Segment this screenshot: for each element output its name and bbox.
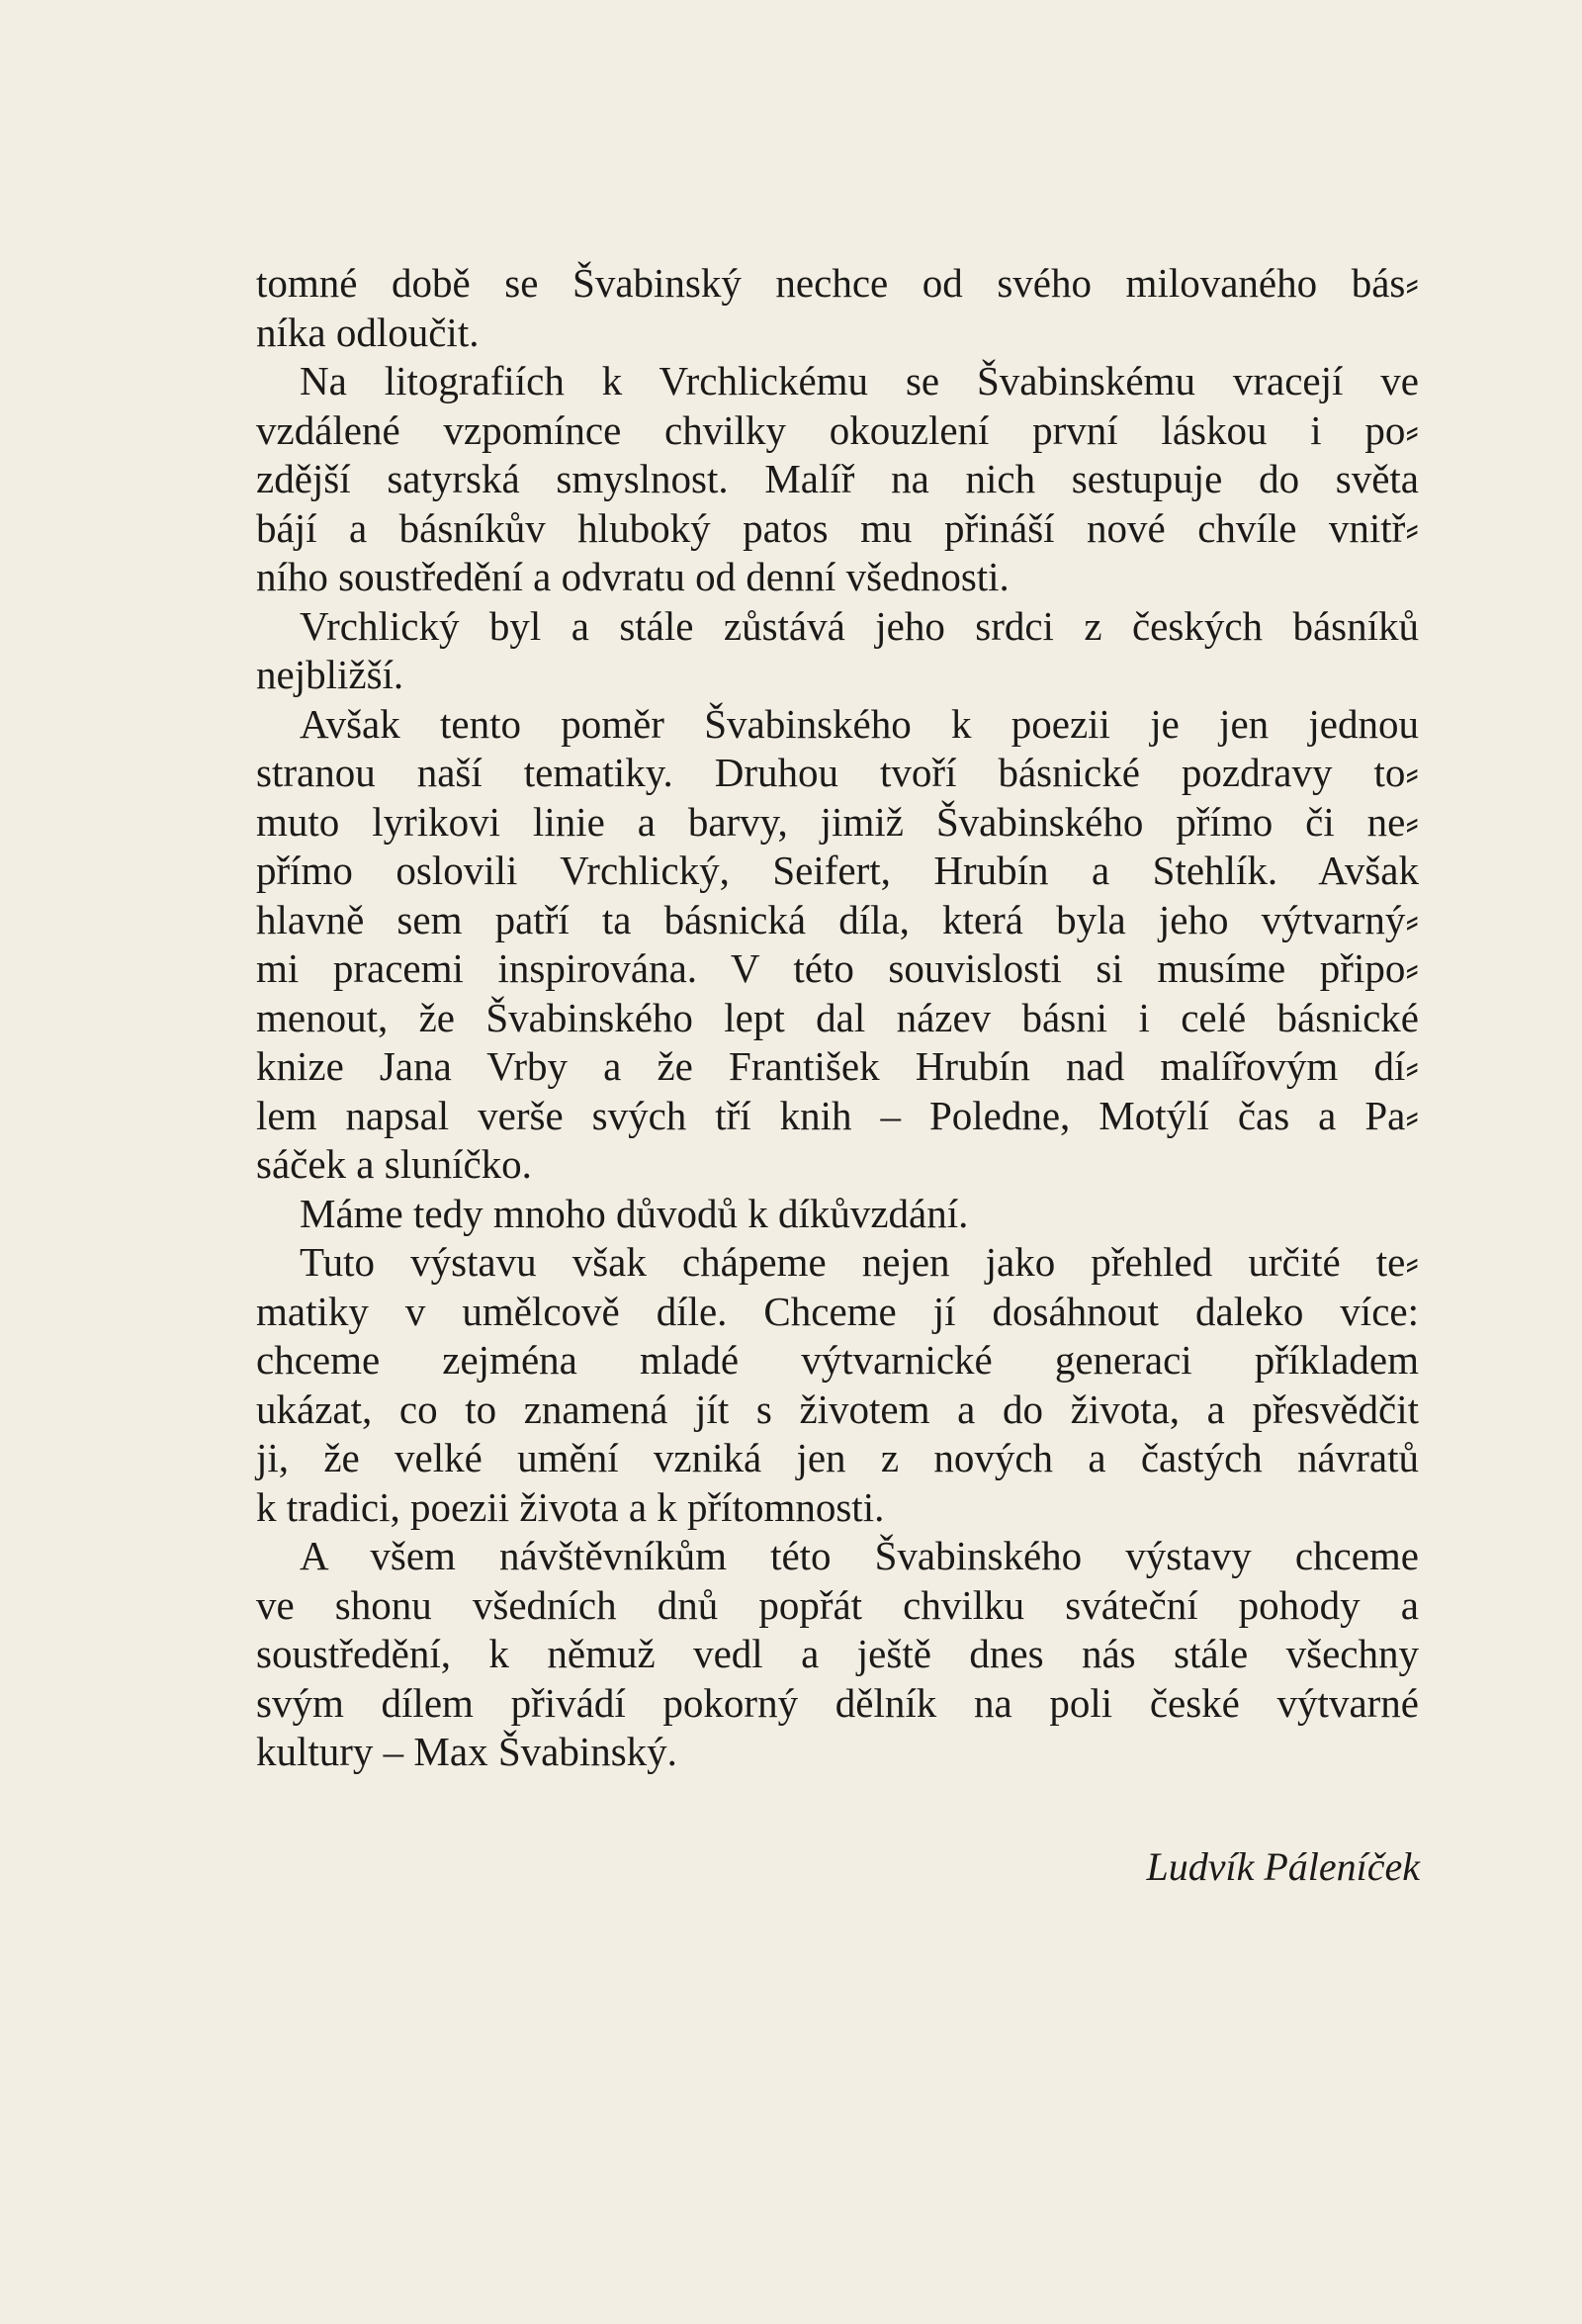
text-line: ve shonu všedních dnů popřát chvilku sváteční pohody a <box>256 1581 1419 1628</box>
text-line: nejbližší. <box>256 652 404 697</box>
text-line: svým dílem přivádí pokorný dělník na poli české výtvarné <box>256 1679 1419 1726</box>
text-line: Máme tedy mnoho důvodů k díkůvzdání. <box>300 1190 969 1236</box>
text-line: Vrchlický byl a stále zůstává jeho srdci z českých básníků <box>300 602 1419 649</box>
text-line: kultury – Max Švabinský. <box>256 1729 677 1774</box>
text-line: sáček a sluníčko. <box>256 1141 532 1187</box>
text-line: chceme zejména mladé výtvarnické generaci příkladem <box>256 1337 1419 1383</box>
text-line: bájí a básníkův hluboký patos mu přináší nové chvíle vnitř⸗ <box>256 504 1419 551</box>
text-line: stranou naší tematiky. Druhou tvoří básnické pozdravy to⸗ <box>256 750 1419 795</box>
text-line: ního soustředění a odvratu od denní všednosti. <box>256 554 1010 599</box>
text-line: zdější satyrská smyslnost. Malíř na nich sestupuje do světa <box>256 456 1419 501</box>
text-line: Na litografiích k Vrchlickému se Švabinskému vracejí ve <box>300 358 1419 403</box>
text-line: k tradici, poezii života a k přítomnosti. <box>256 1483 885 1530</box>
text-line: muto lyrikovi linie a barvy, jimiž Švabinského přímo či ne⸗ <box>256 798 1419 845</box>
text-line: tomné době se Švabinský nechce od svého milovaného bás⸗ <box>256 260 1419 306</box>
text-line: menout, že Švabinského lept dal název básni i celé básnické <box>256 994 1419 1040</box>
body-text <box>256 259 1419 1777</box>
text-line: matiky v umělcově díle. Chceme jí dosáhnout daleko více: <box>256 1288 1419 1334</box>
text-line: mi pracemi inspirována. V této souvislosti si musíme připo⸗ <box>256 945 1419 991</box>
text-line: Avšak tento poměr Švabinského k poezii je jen jednou <box>300 700 1419 747</box>
text-line: ukázat, co to znamená jít s životem a do života, a přesvědčit <box>256 1385 1419 1432</box>
text-line: soustředění, k němuž vedl a ještě dnes nás stále všechny <box>256 1631 1419 1676</box>
text-line: Tuto výstavu však chápeme nejen jako přehled určité te⸗ <box>300 1239 1419 1285</box>
text-line: A všem návštěvníkům této Švabinského výstavy chceme <box>300 1533 1419 1578</box>
text-line: knize Jana Vrby a že František Hrubín nad malířovým dí⸗ <box>256 1043 1419 1089</box>
text-line: ji, že velké umění vzniká jen z nových a častých návratů <box>256 1435 1419 1480</box>
author-signature: Ludvík Páleníček <box>1146 1844 1420 1889</box>
text-line: přímo oslovili Vrchlický, Seifert, Hrubín a Stehlík. Avšak <box>256 848 1419 893</box>
text-line: vzdálené vzpomínce chvilky okouzlení první láskou i po⸗ <box>256 406 1419 453</box>
text-line: hlavně sem patří ta básnická díla, která byla jeho výtvarný⸗ <box>256 896 1419 942</box>
text-line: lem napsal verše svých tří knih – Poledne, Motýlí čas a Pa⸗ <box>256 1092 1419 1138</box>
text-line: níka odloučit. <box>256 309 480 355</box>
